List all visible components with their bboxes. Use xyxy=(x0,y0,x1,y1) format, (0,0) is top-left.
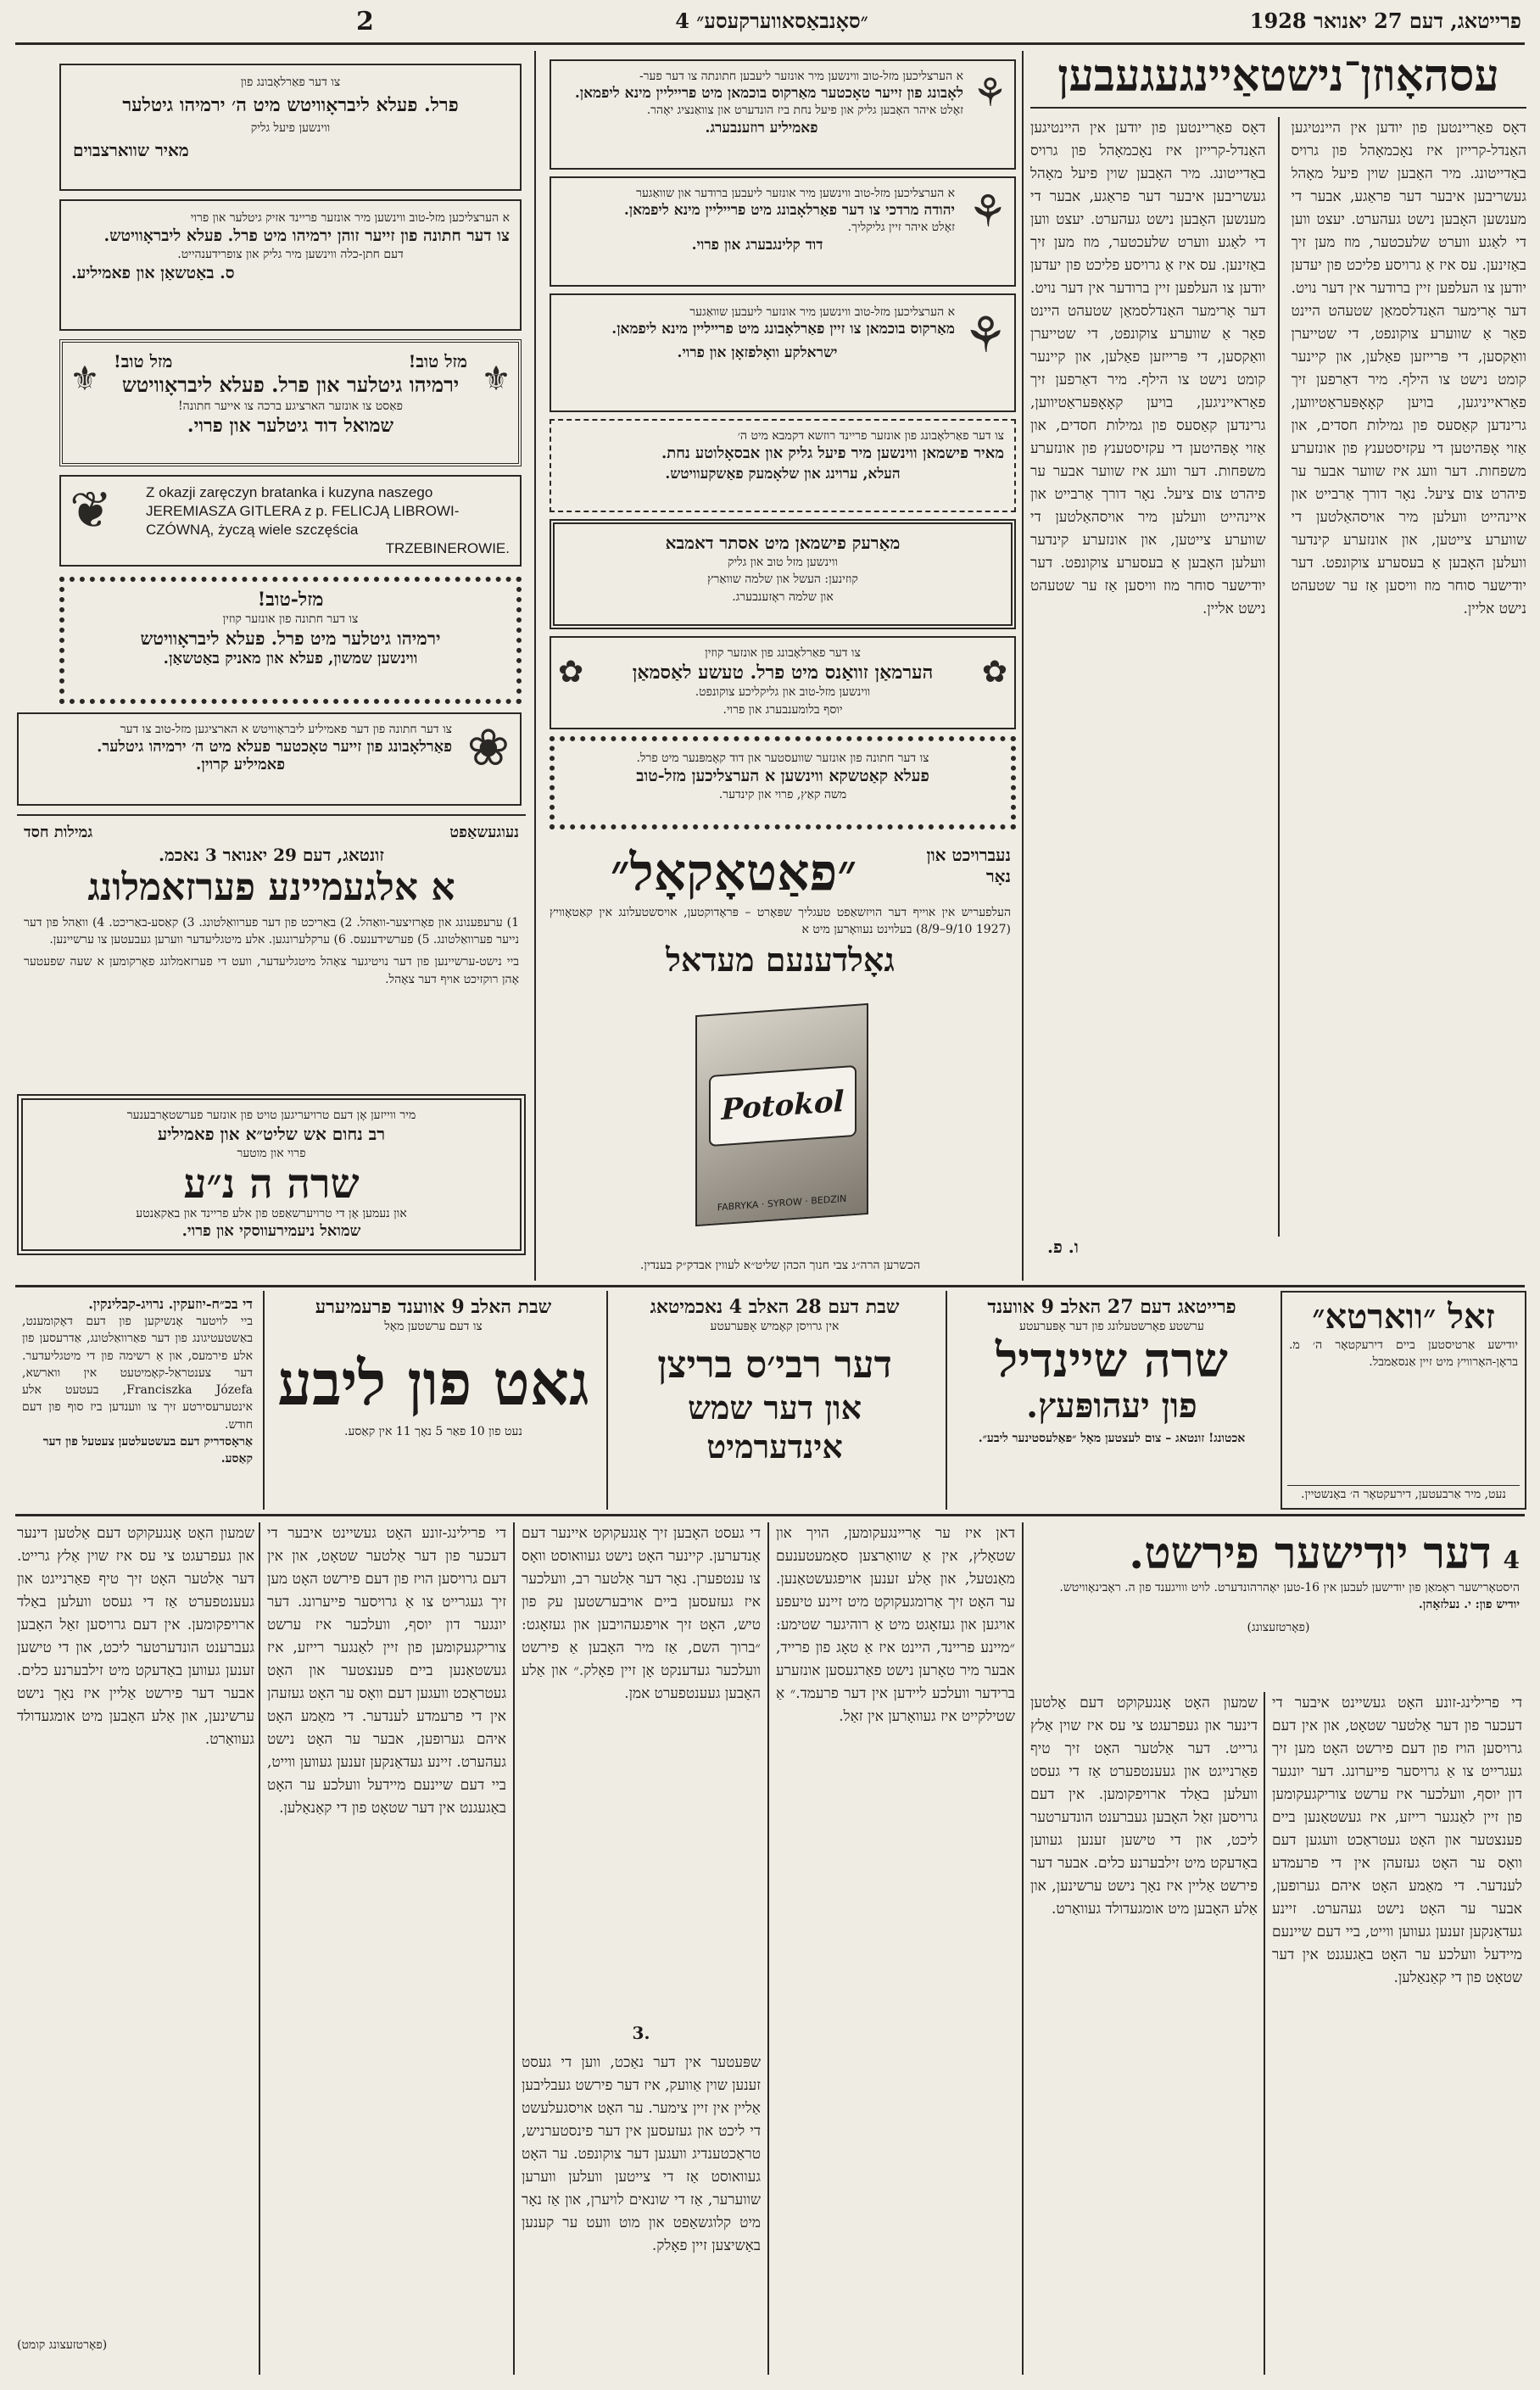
column-rule xyxy=(259,1522,260,2375)
section-rule xyxy=(15,1285,1525,1287)
meeting-org-name: גמילות חסד xyxy=(24,824,93,841)
serial-continued: (פאָרטזעצונג) xyxy=(1247,1620,1310,1634)
memorial-signature: שמואל ניעמירעווסקי און פרוי. xyxy=(181,1222,361,1241)
flower-ornament-icon: ❀ xyxy=(466,718,510,778)
serial-column-5: די פרילינג-זונע האָט געשיינט איבער די דעכער פון דער אַלטער שטאָט, און אין דעם גרויסען הויז פון דעם פירשט האָט מען זיך געגרייט צו אַ גרויסער פייערונג. דער יונגער דון יוסף, וועלכער איז ערשט צוריקגעקומען פון זיין לאַנגער רייזע, איז געשטאַנען ביים פענצטער און האָט געטראַכט וועגען דעם וואָס ער האָט געזעהן אין די פרעמדע לענדער. די מאַמע האָט איהם גערופען, אבער ער האָט נישט געהערט. זיינע געדאַנקען זענען געווען ווייט, ביי דעם שיינעם מיידעל וועלכע ער האָט באַגעגנט אין דער שטאָט פון די קאַנאַלען. xyxy=(267,1525,506,1817)
tulip-ornament-icon: ⚘ xyxy=(963,306,1007,364)
notice-line: ווינשען מזל טוב און גליק xyxy=(727,556,838,569)
notice-mazel-tov-gitler xyxy=(59,339,522,466)
show-subtitle: אין גרויסן קאָמיש אָפּערעטע xyxy=(710,1320,840,1333)
show-title-2: און דער שמש אינדערמיט xyxy=(687,1388,862,1466)
notice-line: דעם חתן-כלה ווינשען מיר גליק און צופרידענהייט. xyxy=(177,248,404,262)
potokol-advertisement xyxy=(543,840,1018,1281)
meeting-org-label: נעוגעשאַפט xyxy=(449,824,519,841)
notice-line: צו דער פאַרלאָבונג פון אונזער קוזין xyxy=(705,646,861,660)
show-date: פרייטאג דעם 27 האלב 9 אווענד xyxy=(987,1296,1236,1318)
product-tin-image xyxy=(695,1003,868,1226)
serial-column-6 xyxy=(17,1522,254,2375)
ornament-icon: ⚜ xyxy=(481,360,511,399)
notice-line: מאַרקוס בוכמאן צו זיין פאַרלאָבונג מיט פרייליין מינא ליפמאן. xyxy=(611,321,955,338)
theater-footer: נעט, מיר אַרבעטען, דירעקטאָר ה׳ באָנשטיין. xyxy=(1287,1485,1520,1503)
notice-line: Z okazji zaręczyn bratanka i kuzyna naszego xyxy=(146,484,433,500)
show-footer: אכטונג! זונטאג – צום לעצטען מאָל ״פאַלעסטינער ליבע״. xyxy=(978,1431,1246,1445)
mid-notice-wolfzon xyxy=(550,293,1016,412)
show-title: דער רבי׳ס בריצן xyxy=(657,1343,892,1388)
feature-signature: ו. פ. xyxy=(1047,1236,1079,1257)
listing-body: ביי לויטער אָנשיקען פון דעם דאָקומענט, באַשטעטיגונג פון דער פאַרוואַלטונג, אַדרעסען פון אלע פירמעס, און אַ רשימה פון די מיטגליעדער. דער צענטראַל-קאָמיטעט אין ווארשא, Franciszka Józefa, בעטעט אלע אינטערעסירטע זיך צו ווענדען ביז סוף פון דעם חודש. xyxy=(22,1315,253,1432)
listing-title: די בכ״ח-יוזעקין. נרויג-קבלינקין. xyxy=(88,1296,253,1312)
notice-line: א הערצליכען מזל-טוב ווינשען מיר אונזער ליעבען שוואַגער xyxy=(689,305,955,319)
notice-wedding-gitler xyxy=(59,199,522,331)
notice-engagement-schwarzbaum xyxy=(59,64,522,191)
ad-medal: גאָלדענעם מעדאל xyxy=(666,940,895,979)
serial-column-1: די פרילינג-זונע האָט געשיינט איבער די דעכער פון דער אַלטער שטאָט, און אין דעם גרויסען הויז פון דעם פירשט האָט מען זיך געגרייט צו אַ גרויסער פייערונג. דער יונגער דון יוסף, וועלכער איז ערשט צוריקגעקומען פון זיין לאַנגער רייזע, איז געשטאַנען ביים פענצטער און האָט געטראַכט וועגען דעם וואָס ער האָט געזעהן אין די פרעמדע לענדער. די מאַמע האָט איהם גערופען, אבער ער האָט נישט געהערט. זיינע געדאַנקען זענען געווען ווייט, ביי דעם שיינעם מיידעל וועלכע ער האָט באַגעגנט אין דער שטאָט פון די קאַנאַלען. xyxy=(1272,1695,1522,1986)
flower-ornament-icon: ✿ xyxy=(558,655,584,690)
notice-line: צו דער חתונה פון זייער זוהן ירמיהו מיט פרל. פעלא ליבראָוויטש. xyxy=(103,226,510,246)
theater-show-rebbe xyxy=(606,1291,941,1510)
notice-polish-engagement xyxy=(59,475,522,567)
notice-line: זאָלט איהר האָבען גליק און פיעל נחת ביז הונדערט און צוואַנציג יאָהר. xyxy=(646,103,963,118)
notice-line: א הערצליכען מזל-טוב ווינשען מיר אונזער ליעבען ברודער און שוואַגער xyxy=(636,187,955,200)
ad-kashrut-footer: הכשרען הרה״ג צבי חנוך הכהן שליט״א לעווין אבדק״ק בענדין. xyxy=(639,1258,921,1272)
listing-footer: אַראָסדריק דעם בעשטעלטען צעטעל פון דער קאַסע. xyxy=(42,1435,253,1466)
meeting-agenda: 1) ערעפענונג און פאָרזיצער-וואַהל. 2) באַריכט פון דער פערוואַלטונג. 3) קאַסע-באַריכט. 4) וואַהל פון דער נייער פערוואַלטונג. 5) פערשידענעס. 6) ערקלערונגען. אלע מיטגליעדער ווערען געבעטען צו ערשיינען. xyxy=(24,915,519,947)
notice-signature: ווינשען שמשון, פעלא און מאניק באַטשאַן. xyxy=(163,650,418,668)
notice-line: פרל. פעלא ליבראָוויטש מיט ה׳ ירמיהו גיטלער xyxy=(122,94,459,117)
flower-ornament-icon: ✿ xyxy=(981,655,1007,690)
notice-line: ירמיהו גיטלער און פרל. פעלא ליבראָוויטש xyxy=(121,372,460,397)
mid-notice-fishman xyxy=(550,419,1016,512)
notice-signature: דוד קלינגבערג און פרוי. xyxy=(691,236,823,254)
column-rule xyxy=(534,51,536,1281)
notice-signature: פאמיליע קרוין. xyxy=(196,756,285,774)
serial-text: שפּעטער אין דער נאַכט, ווען די געסט זענען שוין אַוועק, איז דער פירשט געבליבען אַליין אין זיין צימער. ער האָט אויסגעלעשט די ליכט און געזעסען אין דער פינסטערניש, טראַכטענדיג וועגען דער צוקונפט. ער האָט געוואוסט אַז די צייטען וועלען ווערען שווערער, אַז די שונאים לויערן, און אַז נאָר מיט קלוגשאַפט און מוט וועט ער קענען באַשיצען זיין פאָלק. xyxy=(522,2054,761,2254)
notice-line: א הערצליכען מזל-טוב ווינשען מיר אונזער ליעבען חתונתה צו דער פער- xyxy=(639,70,963,83)
section-rule xyxy=(15,1514,1525,1516)
notice-line: קוזינען: העשל און שלמה שוואַרץ xyxy=(707,572,858,587)
serial-text: שמעון האָט אָנגעקוקט דעם אַלטען דינער און געפרעגט צי עס איז שוין אַלץ גרייט. דער אַלטער האָט זיך טיף פאַרנייגט און געענטפערט אַז די געסט וועלען באַלד ארויפקומען. אין דעם גרויסען זאַל האָבען געברענט הונדערטער ליכט, און די טישען זענען געווען באַדעקט מיט זילבערנע כלים. אבער דער פירשט אַליין איז נאָך נישט ערשינען, און אַלע האָבען מיט אומגעדולד געוואַרט. xyxy=(17,1525,254,1748)
notice-line: צו דער פאַרלאָבונג פון אונזער פריינד רוזשא דקמבא מיט ה׳ xyxy=(737,429,1004,443)
notice-line: לאָבונג פון זייער טאָכטער מאַרקוס בוכמאן מיט פרייליין מינא ליפמאן. xyxy=(574,85,963,103)
notice-line: ירמיהו גיטלער מיט פרל. פעלא ליבראָוויטש xyxy=(140,628,441,650)
serial-column-3: דאן איז ער אַריינגעקומען, הויך און שטאָלץ, אין אַ שוואַרצען סאַמעטענעם מאַנטעל, און אַלע זענען אויפגעשטאַנען. ער האָט זיך אַרומגעקוקט מיט זיינע טיעפע אויגען און געזאָגט מיט אַ רוהיגער שטימע: ״מיינע פריינד, היינט איז אַ טאָג פון פרייד, אבער מיר טאָרען נישט פאַרגעסען אונזערע ברידער וועלכע ליידען אין דער פרעמד.״ אַ שטילקייט איז געוואָרען אין זאַל. xyxy=(776,1525,1015,1725)
product-label: Potokol xyxy=(709,1065,856,1147)
serial-header xyxy=(1030,1522,1526,1692)
ad-description: העלפעריש אין אוייף דער הויזשאַפט טעגליך שפּאָרט – פּראָדוקטען, אויסשטעלונג אין קאַטאָוויץ (1927 9/10–8/9) בעלוינט נעוואָרען מיט א xyxy=(550,906,1012,937)
notice-signature: משה קאַץ, פרוי און קינדער. xyxy=(718,788,847,802)
meeting-note: ביי נישט-ערשיינען פון דער נויטיגער צאָהל מיטגליעדער, וועט די פערזאמלונג פאָרקומען א שעה שפעטער אָהן רוקזיכט אויף דער צאָהל. xyxy=(24,955,519,986)
mid-notice-lasman xyxy=(550,636,1016,729)
notice-line: מאַרעק פישמאן מיט אסתר דאמבא xyxy=(665,533,901,553)
serial-chapter-number: 3. xyxy=(632,2023,650,2043)
notice-signature: יוסף בלומענבערג און פרוי. xyxy=(723,702,843,717)
theater-name: זאל ״ווארטא״ xyxy=(1312,1297,1495,1337)
theater-warta xyxy=(1281,1291,1526,1510)
serial-subtitle: היסטאָרישער ראָמאַן פון יודישען לעבען אין 16-טען יאָהרהונדערט. לויט ווויגענד פון ה. ראָבינאָוויטש. xyxy=(1059,1581,1520,1594)
notice-signature: TRZEBINEROWIE. xyxy=(385,540,510,557)
serial-title: דער יודישער פירשט. xyxy=(1129,1527,1492,1579)
notice-line: א הערצליכען מזל-טוב ווינשען מיר אונזער פריינד אזיק גיטלער און פרוי xyxy=(190,211,510,225)
feature-body: דאָס פאַריינטען פון יודען אין היינטיגען האַנדל-קרייזן איז נאָכמאָהל פון גרויס באַדייטונג. מיר האָבען שוין פיעל מאָהל געשריבען איבער דער פראַגע, אבער די מענשען האָבען נישט געהערט. יעצט ווען די לאַגע ווערט שלעכטער, מוז מען זיך באַזינען. עס איז אַ גרויסע פליכט פון יעדען יודען צו העלפען זיין ברודער אין דער נויט. דער אָרימער האַנדלסמאַן שטעהט היינט פאַר אַ שווערע צוקונפט, די שטייערן וואַקסען, די פּרייזען פאַלען, און קיינער קומט נישט צו הילף. מיר דאַרפען זיך פאַראייניגען, בויען קאָאָפּעראַטיווען, גרינדען קאַסעס פון גמילות חסדים, און אַזוי אָפּהיטען די עקזיסטענץ פון אונזערע משפחות. דער וועג איז שווער אבער ער פיהרט צום ציעל. נאָר דורך אַרבייט און איינהייט וועלען מיר אויסהאַלטען די שווערע צייטען, און אונזערע קינדער וועלען האָבען אַ בעסערע צוקונפט. דער יודישער סוחר מוז וויסען אַז ער שטעהט נישט אליין. xyxy=(1030,119,1266,617)
column-rule xyxy=(1264,1692,1265,2375)
serial-column-2: שמעון האָט אָנגעקוקט דעם אַלטען דינער און געפרעגט צי עס איז שוין אַלץ גרייט. דער אַלטער האָט זיך טיף פאַרנייגט און געענטפערט אַז די געסט וועלען באַלד ארויפקומען. אין דעם גרויסען זאַל האָבען געברענט הונדערטער ליכט, און די טישען זענען געווען באַדעקט מיט זילבערנע כלים. אבער דער פירשט אַליין איז נאָך נישט ערשינען, און אַלע האָבען מיט אומגעדולד געוואַרט. xyxy=(1030,1695,1258,1918)
memorial-line: און נעמען אָן די טרויערשאַפט פון אלע פריינד און באַקאַנטע xyxy=(136,1206,407,1220)
show-title: גאט פון ליבע xyxy=(277,1347,589,1420)
feature-article xyxy=(1030,51,1526,1281)
masthead-rule xyxy=(15,42,1525,45)
mid-notice-damba xyxy=(550,519,1016,629)
notice-signature: ס. באַטשאַן און פאמיליע. xyxy=(71,263,235,282)
serial-column-4 xyxy=(522,1522,761,2375)
notice-line: הערמאַן זוואַנס מיט פרל. טעשע לאַסמאַן xyxy=(632,662,934,684)
notice-line: מזל טוב! xyxy=(408,351,467,371)
listing-notice xyxy=(15,1291,259,1510)
notice-mazel-tov-cousin xyxy=(59,577,522,704)
memorial-name: שרה ה נ״ע xyxy=(183,1159,360,1208)
memorial-notice xyxy=(17,1094,526,1255)
notice-line: זאָלט איהר זיין גליקליך. xyxy=(847,221,955,235)
masthead-date: פרייטאג, דעם 27 יאנואר 1928 xyxy=(1249,8,1521,33)
show-date: שבת דעם 28 האלב 4 נאכמיטאג xyxy=(650,1296,900,1318)
column-rule xyxy=(513,1522,515,2375)
theater-show-sarah xyxy=(946,1291,1276,1510)
column-rule xyxy=(767,1522,769,2375)
notice-line: פאַרלאָבונג פון זייער טאָכטער פעלא מיט ה׳ ירמיהו גיטלער. xyxy=(97,738,452,757)
notice-line: פעלא קאַטשקא ווינשען א הערצליכען מזל-טוב xyxy=(636,767,929,786)
notice-line: צו דער פאַרלאָבונג פון xyxy=(240,75,341,89)
notice-line: ווינשען מזל-טוב און גליקליכע צוקונפט. xyxy=(695,685,871,700)
notice-kroin-family xyxy=(17,712,522,806)
meeting-date: זונטאג, דעם 29 יאנואר 3 נאכמ. xyxy=(158,845,384,865)
serial-translator: יודיש פון: י. נעלזאָהן. xyxy=(1418,1598,1520,1612)
show-title: שרה שיינדיל xyxy=(996,1332,1228,1389)
theater-show-love xyxy=(263,1291,602,1510)
column-rule xyxy=(1022,1522,1024,2375)
notice-line: JEREMIASZA GITLERA z p. FELICJĄ LIBROWI- xyxy=(146,503,460,520)
notice-line: מזל-טוב! xyxy=(257,589,324,611)
meeting-title: א אלגעמיינע פערזאמלונג xyxy=(87,866,455,909)
tulip-ornament-icon: ⚘ xyxy=(968,187,1007,237)
feature-body: דאָס פאַריינטען פון יודען אין היינטיגען האַנדל-קרייזן איז נאָכמאָהל פון גרויס באַדייטונג. מיר האָבען שוין פיעל מאָהל געשריבען איבער דער פראַגע, אבער די מענשען האָבען נישט געהערט. יעצט ווען די לאַגע ווערט שלעכטער, מוז מען זיך באַזינען. עס איז אַ גרויסע פליכט פון יעדען יודען צו העלפען זיין ברודער אין דער נויט. דער אָרימער האַנדלסמאַן שטעהט היינט פאַר אַ שווערע צוקונפט, די שטייערן וואַקסען, די פּרייזען פאַלען, און קיינער קומט נישט צו הילף. מיר דאַרפען זיך פאַראייניגען, בויען קאָאָפּעראַטיווען, גרינדען קאַסעס פון גמילות חסדים, און אַזוי אָפּהיטען די עקזיסטענץ פון אונזערע משפחות. דער וועג איז שווער אבער ער פיהרט צום ציעל. נאָר דורך אַרבייט און איינהייט וועלען מיר אויסהאַלטען די שווערע צייטען, און אונזערע קינדער וועלען האָבען אַ בעסערע צוקונפט. דער יודישער סוחר מוז וויסען אַז ער שטעהט נישט אליין. xyxy=(1291,119,1526,617)
notice-signature: שמואל דוד גיטלער און פרוי. xyxy=(187,415,394,438)
notice-signature: פאמיליע רוזענבערג. xyxy=(705,119,818,137)
notice-signature: ישראלקע וואָלפזאָן און פרוי. xyxy=(677,344,838,362)
show-footer: נעט פון 10 פאַר 5 נאָך 11 אין קאַסע. xyxy=(344,1424,522,1438)
notice-line: ווינשען פיעל גליק xyxy=(250,121,331,136)
notice-line: יהודה מרדכי צו דער פאַרלאָבונג מיט פרייליין מינא ליפמאן. xyxy=(623,202,955,220)
grape-ornament-icon: ❦ xyxy=(70,481,113,540)
feature-title: עסהאָוזן־נישטאַיינגעגעבען xyxy=(1030,51,1526,109)
memorial-line: פרוי און מוטער xyxy=(237,1147,306,1161)
show-subtitle: צו דעם ערשטען מאָל xyxy=(384,1320,483,1333)
mid-notice-klingberg xyxy=(550,176,1016,287)
notice-line: מזל טוב! xyxy=(114,351,173,371)
notice-line: מאיר פישמאן ווינשען מיר פיעל גליק און אבסאָלוטע נחת. xyxy=(661,444,1004,463)
show-subtitle: ערשטע פאָרשטעלונג פון דער אָפּערעטע xyxy=(1019,1320,1204,1333)
memorial-line: רב נחום אש שליט״א און פאמיליע xyxy=(157,1124,386,1145)
masthead-paper-name: ״סאָנבאַסאווערקעסע״ 4 xyxy=(675,8,868,33)
notice-signature: און שלמה ראָזענבערג. xyxy=(732,589,834,604)
show-title-2: פון יעהופּעץ. xyxy=(1026,1385,1197,1426)
serial-number: 4 xyxy=(1503,1546,1520,1574)
notice-line: צו דער חתונה פון אונזער קוזין xyxy=(222,612,359,626)
masthead-page-number: 2 xyxy=(356,7,374,36)
ornament-icon: ⚜ xyxy=(70,360,100,399)
show-date: שבת האלב 9 אווענד פרעמיערע xyxy=(315,1296,552,1318)
notice-signature: מאיר שווארצבוים xyxy=(73,139,189,160)
section-rule xyxy=(17,814,526,816)
serial-text: די געסט האָבען זיך אָנגעקוקט איינער דעם אַנדערען. קיינער האָט נישט געוואוסט וואָס צו ענטפערן. נאָר דער אַלטער רב, וועלכער איז געזעסען ביים אויבערשטען עק פון טיש, האָט זיך אויפגעהויבען און געזאָגט: ״ברוך השם, אַז מיר האָבען אַ פירשט וועלכער געדענקט אָן זיין פאָלק.״ און אַלע האָבען געענטפערט אמן. xyxy=(522,1525,761,1702)
mid-notice-katz xyxy=(550,736,1016,829)
mid-notice-rosenberg xyxy=(550,59,1016,170)
memorial-line: מיר ווייזען אָן דעם טרויעריגען טויט פון אונזער פערשטאָרבענער xyxy=(126,1108,416,1122)
column-rule xyxy=(1022,51,1024,1281)
notice-signature: העלא, ערוינג און שלאָמעק פאַשקעוויטש. xyxy=(665,466,901,483)
product-label-foot: FABRYKA · SYROW · BEDZIN xyxy=(717,1192,847,1214)
notice-line: צו דער חתונה פון אונזער שוועסטער און דוד קאָמפּנער מיט פרל. xyxy=(636,751,929,765)
tulip-ornament-icon: ⚘ xyxy=(972,70,1007,115)
ad-top-line: נעברויכט און נאָר xyxy=(926,845,1011,886)
ad-brand: ״פאַטאָקאָל״ xyxy=(610,843,857,902)
notice-line: CZÓWNĄ, życzą wiele szczęścia xyxy=(146,522,359,539)
general-meeting xyxy=(17,818,526,1081)
notice-line: צו דער חתונה פון דער פאמיליע ליבראָוויטש א הארציגען מזל-טוב צו דער xyxy=(120,723,452,736)
theater-description: יודישע אַרטיסטען ביים דירעקטאָר ה׳ מ. בראָן-האָרוויץ מיט זיין אַנסאַמבל. xyxy=(1289,1338,1518,1370)
serial-to-be-continued: (פאָרטזעצונג קומט) xyxy=(17,2338,108,2352)
notice-line: פאַסט צו אונזער הארציגע ברכה צו אייער חתונה! xyxy=(178,399,403,413)
